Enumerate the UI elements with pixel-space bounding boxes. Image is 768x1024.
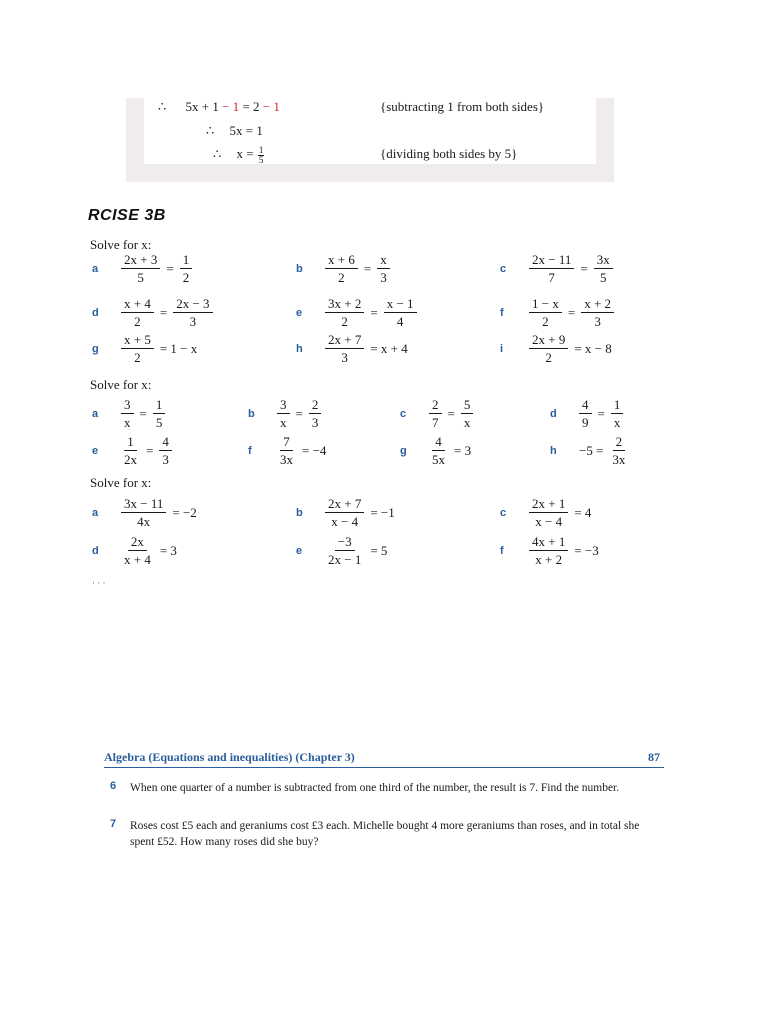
equation-middle: = <box>580 260 588 276</box>
item-letter: e <box>296 544 303 557</box>
left-denominator: 2 <box>134 350 141 365</box>
left-fraction <box>429 397 442 430</box>
exercise-item <box>92 534 180 567</box>
exercise-item <box>92 397 168 430</box>
exercise-item <box>500 534 602 567</box>
section-3-label: Solve for x: <box>90 475 152 490</box>
right-numerator: 2 <box>613 434 626 451</box>
left-fraction <box>529 496 568 529</box>
left-fraction <box>529 252 574 285</box>
header-rule <box>104 767 664 768</box>
exercise-item <box>296 534 390 567</box>
exercise-item <box>500 296 617 329</box>
example-line-1-red-b: − 1 <box>262 99 280 114</box>
right-numerator: 1 <box>611 397 624 414</box>
exercise-item <box>400 397 476 430</box>
left-fraction <box>579 397 592 430</box>
right-numerator: x <box>377 252 390 269</box>
left-denominator: 3x <box>280 452 293 467</box>
question-7-text: Roses cost £5 each and geraniums cost £3 each. Michelle bought 4 more geraniums than roses, and in total she spent £52. How many roses did she buy? <box>130 820 640 848</box>
item-letter: a <box>92 506 99 519</box>
item-letter: d <box>92 544 99 557</box>
exercise-item <box>92 496 200 529</box>
equation-middle: = 5 <box>370 542 388 558</box>
item-letter: e <box>92 444 99 457</box>
equation-middle: = <box>159 304 168 320</box>
left-fraction <box>277 397 290 430</box>
item-letter: d <box>92 306 99 319</box>
equation-middle: = <box>295 405 303 421</box>
left-denominator: 2 <box>341 314 348 329</box>
therefore-symbol: ∴ <box>158 99 167 114</box>
exercise-item <box>500 496 594 529</box>
example-line-1-note: {subtracting 1 from both sides} <box>380 99 545 114</box>
example-line-3-lhs: x = <box>236 146 257 162</box>
item-letter: h <box>296 342 303 355</box>
left-numerator: 3 <box>277 397 290 414</box>
left-denominator: x <box>124 415 131 430</box>
question-6-number: 6 <box>110 780 117 792</box>
left-fraction <box>121 296 154 329</box>
left-denominator: 2x <box>124 452 137 467</box>
left-numerator: x + 6 <box>325 252 358 269</box>
item-letter: c <box>500 506 507 519</box>
right-fraction <box>153 397 166 430</box>
right-fraction <box>384 296 417 329</box>
left-denominator: 2 <box>338 270 345 285</box>
item-letter: f <box>500 306 504 319</box>
equation-middle: = <box>370 304 378 320</box>
right-numerator: x − 1 <box>384 296 417 313</box>
equation-middle: = <box>447 405 455 421</box>
left-numerator: 4 <box>432 434 445 451</box>
example-fraction-num: 1 <box>258 145 264 155</box>
right-numerator: 3x <box>594 252 613 269</box>
exercise-item <box>500 252 616 285</box>
left-numerator: 2 <box>429 397 442 414</box>
left-denominator: 7 <box>548 270 555 285</box>
equation-middle: = <box>567 304 576 320</box>
example-line-3-note: {dividing both sides by 5} <box>380 146 518 161</box>
left-fraction <box>121 434 140 467</box>
equation-middle: = <box>139 405 147 421</box>
equation-middle: = x + 4 <box>370 340 408 356</box>
item-letter: f <box>500 544 504 557</box>
cropped-text-mark: · · · <box>92 578 106 588</box>
left-fraction <box>121 496 166 529</box>
therefore-symbol: ∴ <box>213 146 222 162</box>
left-numerator: 3x − 11 <box>121 496 166 513</box>
left-numerator: 2x + 3 <box>121 252 160 269</box>
chapter-title: Algebra (Equations and inequalities) (Chapter 3) <box>104 750 355 764</box>
item-letter: c <box>500 262 507 275</box>
left-numerator: x + 4 <box>121 296 154 313</box>
right-denominator: 3 <box>380 270 387 285</box>
equation-middle: = −1 <box>370 504 395 520</box>
right-fraction <box>377 252 390 285</box>
right-denominator: 3 <box>594 314 601 329</box>
left-fraction <box>121 332 154 365</box>
right-numerator: 2x − 3 <box>173 296 212 313</box>
exercise-item <box>248 434 329 467</box>
section-1-label: Solve for x: <box>90 237 152 252</box>
right-fraction <box>180 252 193 285</box>
item-letter: b <box>296 506 303 519</box>
left-fraction <box>121 252 160 285</box>
exercise-item <box>550 397 626 430</box>
left-denominator: 2 <box>542 314 549 329</box>
right-fraction <box>309 397 322 430</box>
right-denominator: 5 <box>155 415 163 430</box>
page-number: 87 <box>648 750 660 764</box>
exercise-item <box>296 332 411 365</box>
item-letter: a <box>92 262 99 275</box>
exercise-heading: RCISE 3B <box>88 207 166 224</box>
item-letter: e <box>296 306 303 319</box>
equation-middle: = <box>363 260 372 276</box>
left-denominator: 5 <box>137 270 144 285</box>
left-numerator: 3 <box>121 397 134 414</box>
item-letter: b <box>296 262 303 275</box>
exercise-item <box>92 252 195 285</box>
right-numerator: 4 <box>159 434 172 451</box>
left-numerator: 1 − x <box>529 296 562 313</box>
left-denominator: 4x <box>137 514 151 529</box>
exercise-item <box>400 434 474 467</box>
equation-middle: = x − 8 <box>574 340 612 356</box>
right-denominator: 4 <box>396 314 404 329</box>
left-denominator: x − 4 <box>535 514 563 529</box>
right-denominator: 2 <box>182 270 190 285</box>
left-fraction <box>121 397 134 430</box>
item-letter: a <box>92 407 99 420</box>
right-numerator: 1 <box>153 397 166 414</box>
left-numerator: 2x + 1 <box>529 496 568 513</box>
equation-middle: −5 = <box>579 442 604 458</box>
left-numerator: 4 <box>579 397 592 414</box>
left-denominator: 2 <box>545 350 552 365</box>
left-numerator: 1 <box>124 434 137 451</box>
right-fraction <box>461 397 474 430</box>
right-numerator: x + 2 <box>581 296 614 313</box>
equation-middle: = <box>597 405 605 421</box>
left-fraction <box>429 434 448 467</box>
left-numerator: 2x − 11 <box>529 252 574 269</box>
equation-middle: = <box>146 442 154 458</box>
item-letter: b <box>248 407 255 420</box>
left-denominator: 2x − 1 <box>328 552 362 567</box>
left-denominator: x <box>280 415 287 430</box>
example-line-2-eq: 5x = 1 <box>229 123 263 138</box>
right-fraction <box>609 434 628 467</box>
left-fraction <box>121 534 154 567</box>
left-denominator: 5x <box>432 452 445 467</box>
exercise-item <box>500 332 615 365</box>
left-fraction <box>325 252 358 285</box>
question-6 <box>110 780 666 796</box>
left-numerator: 7 <box>280 434 293 451</box>
example-line-3 <box>213 146 265 165</box>
left-numerator: 2x <box>128 534 147 551</box>
equation-middle: = 4 <box>574 504 592 520</box>
right-numerator: 1 <box>180 252 193 269</box>
item-letter: g <box>92 342 99 355</box>
item-letter: i <box>500 342 504 355</box>
equation-middle: = 3 <box>454 442 472 458</box>
example-line-1-mid: = 2 <box>239 99 263 114</box>
exercise-item <box>296 252 393 285</box>
right-denominator: 3 <box>311 415 319 430</box>
left-denominator: x − 4 <box>331 514 359 529</box>
left-fraction <box>529 534 568 567</box>
exercise-item <box>248 397 324 430</box>
question-6-text: When one quarter of a number is subtracted from one third of the number, the result is 7. Find the number. <box>130 782 620 794</box>
exercise-item <box>296 496 398 529</box>
left-denominator: 9 <box>582 415 589 430</box>
left-numerator: x + 5 <box>121 332 154 349</box>
right-numerator: 2 <box>309 397 322 414</box>
left-denominator: 7 <box>432 415 439 430</box>
left-fraction <box>325 332 364 365</box>
left-denominator: 3 <box>341 350 348 365</box>
equation-middle: = 3 <box>159 542 177 558</box>
exercise-item <box>550 434 631 467</box>
left-fraction <box>529 332 568 365</box>
right-denominator: 3 <box>162 452 169 467</box>
right-fraction <box>611 397 624 430</box>
right-numerator: 5 <box>461 397 474 414</box>
item-letter: d <box>550 407 557 420</box>
equation-middle: = <box>166 260 174 276</box>
example-line-1-red-a: − 1 <box>222 99 240 114</box>
right-fraction <box>173 296 212 329</box>
exercise-item <box>92 434 175 467</box>
question-7-number: 7 <box>110 818 117 830</box>
right-fraction <box>581 296 614 329</box>
right-denominator: x <box>613 415 621 430</box>
left-fraction <box>325 496 364 529</box>
left-denominator: 2 <box>134 314 141 329</box>
right-fraction <box>594 252 613 285</box>
left-numerator: −3 <box>335 534 355 551</box>
example-line-2 <box>206 123 263 139</box>
equation-middle: = 1 − x <box>159 340 198 356</box>
item-letter: f <box>248 444 252 457</box>
right-denominator: 3 <box>189 314 197 329</box>
example-line-1 <box>158 99 280 115</box>
left-denominator: x + 2 <box>535 552 563 567</box>
example-fraction <box>258 146 265 165</box>
right-fraction <box>159 434 172 467</box>
left-numerator: 2x + 7 <box>325 496 364 513</box>
left-numerator: 3x + 2 <box>325 296 364 313</box>
item-letter: c <box>400 407 407 420</box>
equation-middle: = −3 <box>574 542 599 558</box>
equation-middle: = −4 <box>302 442 327 458</box>
left-denominator: x + 4 <box>124 552 151 567</box>
left-numerator: 4x + 1 <box>529 534 568 551</box>
left-numerator: 2x + 9 <box>529 332 568 349</box>
example-fraction-den: 5 <box>258 155 264 165</box>
item-letter: h <box>550 444 557 457</box>
item-letter: g <box>400 444 407 457</box>
exercise-item <box>92 296 216 329</box>
right-denominator: x <box>463 415 471 430</box>
left-fraction <box>529 296 562 329</box>
therefore-symbol: ∴ <box>206 123 215 138</box>
exercise-item <box>92 332 200 365</box>
right-denominator: 5 <box>599 270 607 285</box>
left-fraction <box>325 296 364 329</box>
section-2-label: Solve for x: <box>90 377 152 392</box>
example-line-1-lhs: 5x + 1 <box>185 99 223 114</box>
left-fraction <box>277 434 296 467</box>
equation-middle: = −2 <box>172 504 197 520</box>
question-7 <box>110 818 666 850</box>
exercise-item <box>296 296 420 329</box>
left-numerator: 2x + 7 <box>325 332 364 349</box>
right-denominator: 3x <box>612 452 626 467</box>
left-fraction <box>325 534 364 567</box>
